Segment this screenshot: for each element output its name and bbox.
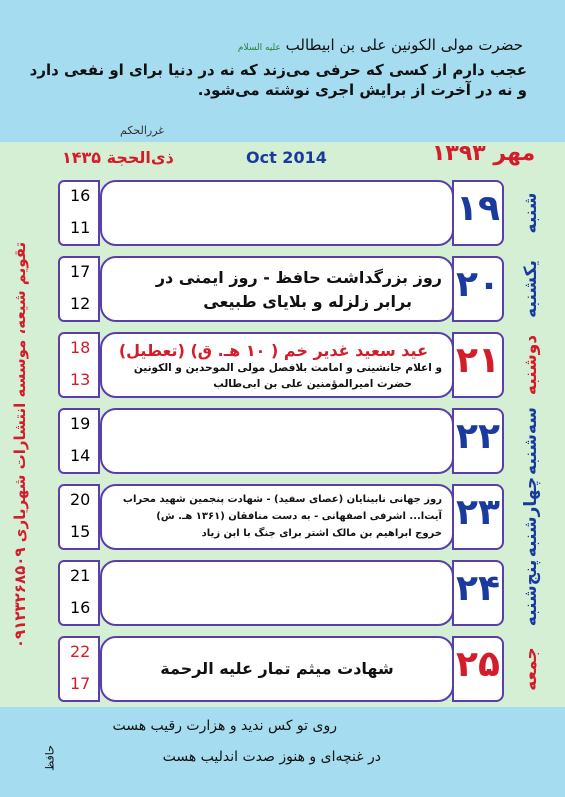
day-row [58,180,506,246]
weekday-text: یکشنبه [521,260,541,318]
event-line: برابر زلزله و بلایای طبیعی [203,292,412,311]
event-line: عید سعید غدیر خم ( ۱۰ هـ. ق) (تعطیل) [118,341,428,360]
day-number-cell [452,636,504,702]
day-number-cell [452,408,504,474]
day-number: ۲۴ [456,568,500,609]
hijri-day: 18 [70,338,91,357]
author-name: حضرت مولی الکونین علی بن ابیطالب [285,36,523,54]
events-cell [100,332,454,398]
gregorian-month-heading: Oct 2014 [246,148,327,167]
weekday-label [503,408,559,474]
event-line: حضرت امیرالمؤمنین علی بن ابی‌طالب [213,378,412,390]
day-number: ۲۳ [456,492,500,533]
side-publisher-text [5,185,35,705]
day-row [58,408,506,474]
day-row [58,256,506,322]
weekday-text: سه‌شنبه [521,407,541,475]
poet-name [40,738,60,778]
secondary-dates [58,636,100,702]
day-number: ۲۵ [456,644,500,685]
secondary-dates [58,484,100,550]
day-number: ۲۰ [456,264,500,305]
day-number: ۲۲ [456,416,500,457]
weekday-label [503,256,559,322]
hijri-day: 22 [70,642,91,661]
poem-line-2: در غنچه‌ای و هنوز صدت اندلیب هست [162,749,381,765]
gregorian-day: 13 [70,370,91,389]
day-number: ۲۱ [456,340,500,381]
secondary-dates [58,560,100,626]
hijri-month-heading: ۱۴۳۵ ذی‌الحجة [62,148,174,167]
day-number-cell [452,332,504,398]
weekday-text: دوشنبه [521,334,541,396]
event-line: روز جهانی نابینایان (عصای سفید) - شهادت پنجمین شهید محراب [122,494,442,505]
secondary-dates [58,180,100,246]
day-row [58,484,506,550]
gregorian-day: 17 [70,674,91,693]
seal-glyph: عليه السلام [237,43,281,53]
poet-label: حافظ [43,745,57,771]
quote-text: عجب دارم از کسی که حرفی می‌زند که نه در دنیا برای او نفعی دارد و نه در آخرت از برایش اجری نوشته می‌شود. [29,61,527,99]
hijri-day: 19 [70,414,91,433]
weekday-label [503,560,559,626]
event-line: آیت‌ا... اشرفی اصفهانی - به دست منافقان (۱۳۶۱ هـ. ش) [156,511,442,522]
weekday-text: جمعه [521,647,541,691]
hijri-day: 16 [70,186,91,205]
gregorian-day: 11 [70,218,91,237]
quote-source: غررالحکم [120,124,165,137]
day-row [58,332,506,398]
events-cell [100,636,454,702]
day-number-cell [452,560,504,626]
events-cell [100,180,454,246]
event-line: خروج ابراهیم بن مالک اشتر برای جنگ با ابن زیاد [201,528,442,539]
events-cell [100,484,454,550]
weekday-text: چهارشنبه [521,476,541,558]
weekday-label [503,476,559,558]
event-line: شهادت میثم تمار علیه الرحمة [160,659,394,678]
day-number-cell [452,256,504,322]
weekday-column [503,180,559,708]
weekday-text: شنبه [521,192,541,234]
hijri-day: 20 [70,490,91,509]
weekday-text: پنج‌شنبه [521,559,541,627]
gregorian-day: 12 [70,294,91,313]
publisher-label: تقویم شیعه، موسسه انتشارات شهریاری ۰۹۱۲۳۲۶۸۵۰۹ [11,241,29,649]
day-number-cell [452,180,504,246]
events-cell [100,560,454,626]
weekday-label [503,636,559,702]
header-band [0,0,565,142]
secondary-dates [58,332,100,398]
gregorian-day: 15 [70,522,91,541]
hijri-day: 17 [70,262,91,281]
day-number-cell [452,484,504,550]
calendar-grid [58,180,506,708]
events-cell [100,256,454,322]
hijri-day: 21 [70,566,91,585]
day-row [58,636,506,702]
day-number: ۱۹ [456,188,500,229]
jalali-month-heading: مهر ۱۳۹۳ [432,141,536,166]
event-line: روز بزرگداشت حافظ - روز ایمنی در [155,268,442,287]
secondary-dates [58,256,100,322]
event-line: و اعلام جانشینی و امامت بلافصل مولی الموحدین و الکونین [133,362,442,374]
gregorian-day: 14 [70,446,91,465]
secondary-dates [58,408,100,474]
quote-author [238,36,523,54]
day-row [58,560,506,626]
weekday-label [503,180,559,246]
weekday-label [503,332,559,398]
poem-line-1: روی تو کس ندید و هزارت رقیب هست [112,718,337,734]
gregorian-day: 16 [70,598,91,617]
events-cell [100,408,454,474]
